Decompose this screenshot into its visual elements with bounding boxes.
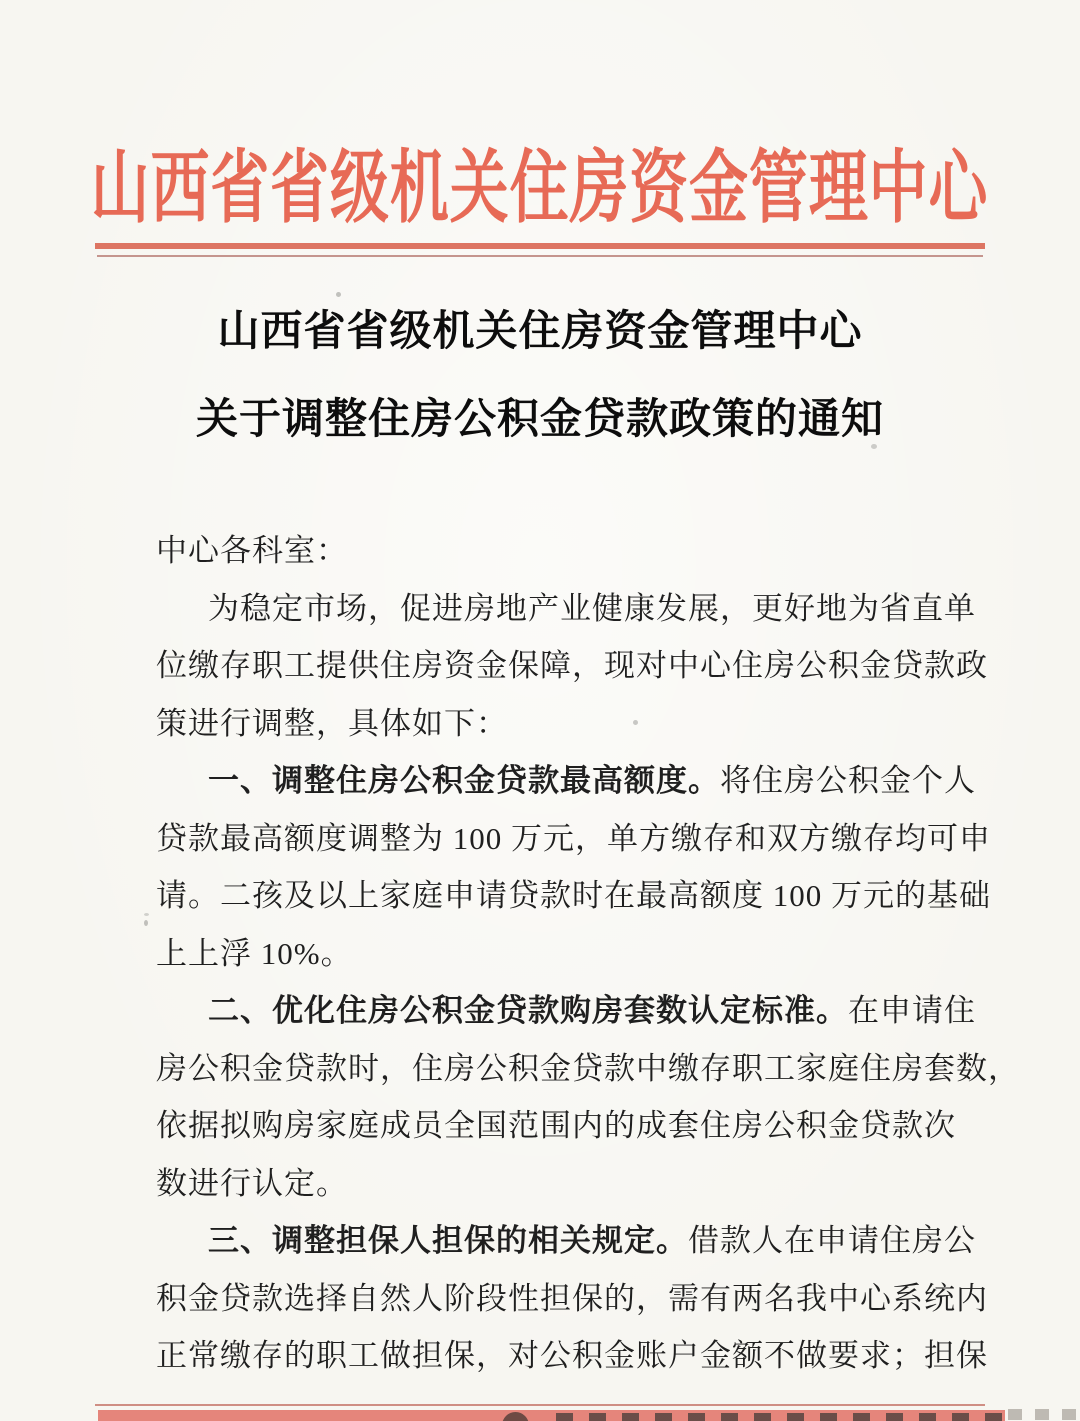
- body-line: [156, 1270, 988, 1328]
- body-text: 位缴存职工提供住房资金保障，现对中心住房公积金贷款政: [156, 648, 988, 683]
- scan-noise-speck: [144, 913, 149, 916]
- body-line: [156, 752, 976, 810]
- body-text: 在申请住: [848, 993, 976, 1028]
- clause-heading: 一、调整住房公积金贷款最高额度。: [208, 763, 720, 798]
- body-line: [156, 580, 976, 638]
- body-text: 积金贷款选择自然人阶段性担保的，需有两名我中心系统内: [156, 1280, 988, 1316]
- body-text: 请。二孩及以上家庭申请贷款时在最高额度 100 万元的基础: [156, 878, 991, 913]
- body-line: [156, 1327, 988, 1385]
- body-line: [156, 925, 936, 983]
- document-body: [156, 522, 1020, 1385]
- body-text: 数进行认定。: [156, 1165, 348, 1201]
- body-text: 中心各科室：: [156, 533, 348, 568]
- letterhead-text: 山西省省级机关住房资金管理中心: [91, 145, 989, 233]
- body-text: 策进行调整，具体如下：: [156, 705, 508, 741]
- scan-noise-speck: [871, 444, 877, 449]
- body-line: [156, 1155, 936, 1213]
- clause-heading: 三、调整担保人担保的相关规定。: [208, 1223, 688, 1258]
- body-line: [156, 810, 991, 868]
- letterhead-rule-thin: [97, 255, 983, 257]
- body-text: 房公积金贷款时，住房公积金贷款中缴存职工家庭住房套数，: [156, 1050, 1020, 1086]
- body-text: 上上浮 10%。: [156, 935, 353, 971]
- letterhead-org-name: [0, 124, 1080, 233]
- body-line: [156, 522, 936, 580]
- body-line: [156, 982, 976, 1040]
- footer-hairline: [95, 1404, 985, 1406]
- body-text: 为稳定市场，促进房地产业健康发展，更好地为省直单: [208, 590, 976, 626]
- clause-heading: 二、优化住房公积金贷款购房套数认定标准。: [208, 993, 848, 1028]
- body-text: 贷款最高额度调整为 100 万元，单方缴存和双方缴存均可申: [156, 820, 991, 856]
- scan-noise-speck: [633, 720, 638, 725]
- letterhead-rule-thick: [95, 243, 985, 249]
- body-line: [156, 637, 988, 695]
- body-text: 将住房公积金个人: [720, 763, 976, 798]
- scan-noise-speck: [336, 292, 341, 297]
- document-title-line1: 山西省省级机关住房资金管理中心: [217, 309, 863, 355]
- body-line: [156, 1097, 956, 1155]
- footer-cropped-text: [556, 1413, 1002, 1421]
- body-line: [156, 695, 936, 753]
- body-text: 依据拟购房家庭成员全国范围内的成套住房公积金贷款次: [156, 1108, 956, 1143]
- body-text: 正常缴存的职工做担保，对公积金账户金额不做要求；担保: [156, 1338, 988, 1373]
- scan-noise-speck: [144, 920, 148, 926]
- body-line: [156, 867, 991, 925]
- footer-cropped-text-right: [1008, 1409, 1080, 1420]
- body-text: 借款人在申请住房公: [688, 1223, 976, 1258]
- document-title-line2: 关于调整住房公积金贷款政策的通知: [195, 397, 884, 443]
- body-line: [156, 1040, 1020, 1098]
- body-line: [156, 1212, 976, 1270]
